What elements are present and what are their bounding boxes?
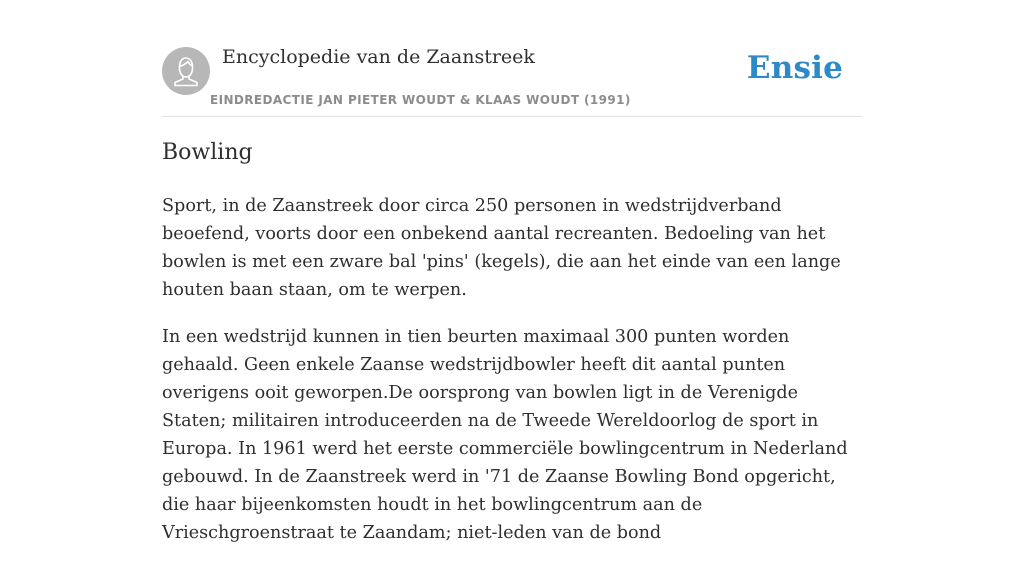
page-container [162, 0, 862, 543]
editors-caption: EINDREDACTIE JAN PIETER WOUDT & KLAAS WOUDT (1991) [210, 93, 631, 107]
book-header [162, 0, 862, 117]
user-icon [162, 47, 210, 95]
article-body [162, 192, 862, 566]
book-title-link[interactable]: Encyclopedie van de Zaanstreek [222, 46, 535, 68]
article-title: Bowling [162, 140, 253, 165]
article-paragraph: Sport, in de Zaanstreek door circa 250 personen in wedstrijdverband beoefend, voorts door een onbekend aantal recreanten. Bedoeling van het bowlen is met een zware bal 'pins' (kegels), die aan het einde van een lange houten baan staan, om te werpen. [162, 196, 841, 300]
article-paragraph: In een wedstrijd kunnen in tien beurten maximaal 300 punten worden gehaald. Geen enkele Zaanse wedstrijdbowler heeft dit aantal punten overigens ooit geworpen.De oorsprong van bowlen ligt in de Verenigde Staten; militairen introduceerden na de Tweede Wereldoorlog de sport in Europa. In 1961 werd het eerste commerciële bowlingcentrum in Nederland gebouwd. In de Zaanstreek werd in '71 de Zaanse Bowling Bond opgericht, die haar bijeenkomsten houdt in het bowlingcentrum aan de Vrieschgroenstraat te Zaandam; niet-leden van de bond [162, 327, 848, 543]
avatar[interactable] [162, 47, 210, 95]
ensie-logo[interactable]: Ensie [746, 50, 843, 86]
